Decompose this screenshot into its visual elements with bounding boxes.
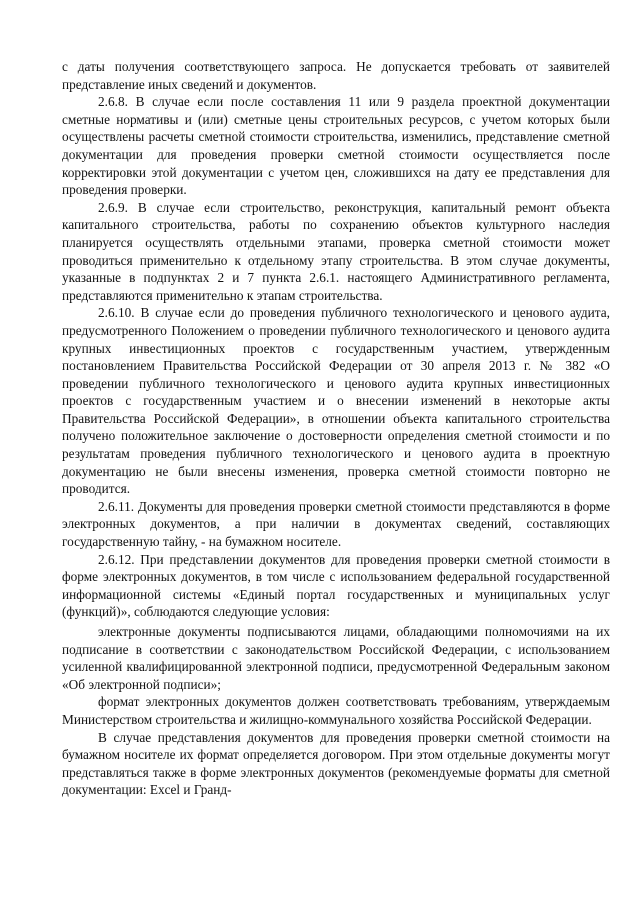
paragraph-2-6-8: 2.6.8. В случае если после составления 11 или 9 раздела проектной документации сметные нормативы и (или) сметные цены строительных ресурсов, с учетом которых были осуществлены расчеты сметной стоимости строительства, изменились, представление сметной документации для проведения проверки сметной стоимости осуществляется после корректировки этой документации с учетом цен, сложившихся на дату ее представления для проведения проверки. (62, 94, 610, 198)
paragraph-2-6-9: 2.6.9. В случае если строительство, реконструкция, капитальный ремонт объекта капитального строительства, работы по сохранению объектов культурного наследия планируется осуществлять отдельными этапами, проверка сметной стоимости может проводиться применительно к отдельному этапу строительства. В этом случае документы, указанные в подпунктах 2 и 7 пункта 2.6.1. настоящего Административного регламента, представляются применительно к этапам строительства. (62, 199, 610, 303)
paragraph-2-6-11: 2.6.11. Документы для проведения проверки сметной стоимости представляются в форме электронных документов, а при наличии в документах сведений, составляющих государственную тайну, - на бумажном носителе. (62, 498, 610, 550)
conditions-list (62, 623, 610, 729)
paragraph-paper-documents: В случае представления документов для проведения проверки сметной стоимости на бумажном носителе их формат определяется договором. При этом отдельные документы могут представляться также в форме электронных документов (рекомендуемые форматы для сметной документации: Excel и Гранд- (62, 729, 610, 798)
paragraph-2-6-10: 2.6.10. В случае если до проведения публичного технологического и ценового аудита, предусмотренного Положением о проведении публичного технологического и ценового аудита крупных инвестиционных проектов с государственным участием, утвержденным постановлением Правительства Российской Федерации от 30 апреля 2013 г. № 382 «О проведении публичного технологического и ценового аудита крупных инвестиционных проектов с государственным участием и о внесении изменений в некоторые акты Правительства Российской Федерации», в отношении объекта капитального строительства получено положительное заключение о достоверности определения сметной стоимости и по результатам проведения публичного технологического и ценового аудита в проектную документацию не были внесены изменения, проверка сметной стоимости повторно не проводится. (62, 305, 610, 497)
condition-electronic-format: формат электронных документов должен соответствовать требованиям, утверждаемым Министерством строительства и жилищно-коммунального хозяйства Российской Федерации. (62, 694, 610, 727)
condition-electronic-signature: электронные документы подписываются лицами, обладающими полномочиями на их подписание в соответствии с законодательством Российской Федерации, с использованием усиленной квалифицированной электронной подписи, предусмотренной Федеральным законом «Об электронной подписи»; (62, 624, 610, 692)
paragraph-2-6-12: 2.6.12. При представлении документов для проведения проверки сметной стоимости в форме электронных документов, в том числе с использованием федеральной государственной информационной системы «Единый портал государственных и муниципальных услуг (функций)», соблюдаются следующие условия: (62, 551, 610, 620)
document-page (62, 58, 610, 799)
paragraph-continuation: с даты получения соответствующего запроса. Не допускается требовать от заявителей представление иных сведений и документов. (62, 59, 610, 92)
